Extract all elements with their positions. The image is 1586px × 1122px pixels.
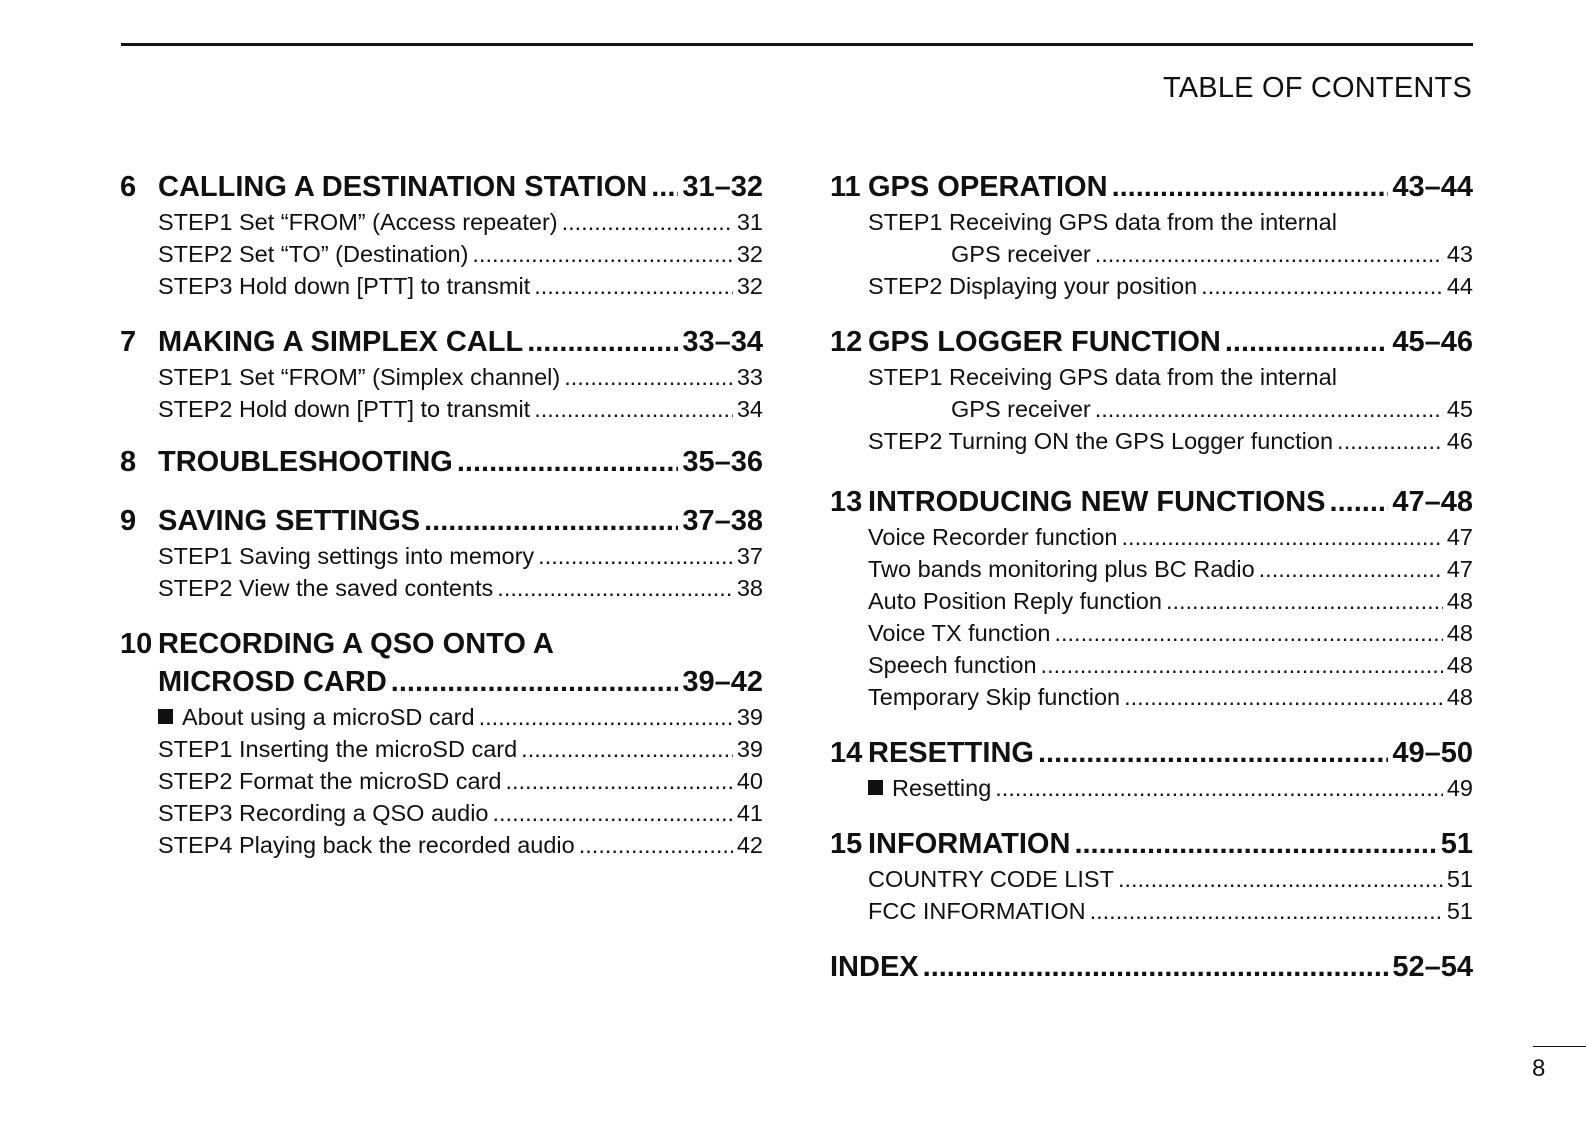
- toc-section-13: [830, 483, 1473, 713]
- toc-entry-continued[interactable]: [830, 238, 1473, 270]
- section-number: 14: [830, 737, 863, 769]
- dot-leader: [1259, 553, 1443, 585]
- entry-label: [158, 701, 475, 733]
- dot-leader: [521, 733, 733, 765]
- section-pages: 37–38: [682, 505, 763, 537]
- dot-leader: [527, 323, 678, 361]
- page-number: 8: [1532, 1055, 1546, 1082]
- section-number: 8: [120, 446, 137, 478]
- section-title: RESETTING: [868, 737, 1034, 769]
- toc-section-index: [830, 948, 1473, 986]
- entry-page: 48: [1446, 588, 1473, 614]
- dot-leader: [1041, 649, 1443, 681]
- dot-leader: [1074, 825, 1436, 863]
- toc-entry[interactable]: [120, 393, 763, 425]
- toc-entry[interactable]: [830, 425, 1473, 457]
- toc-section-10: [120, 625, 763, 861]
- toc-entry[interactable]: [120, 797, 763, 829]
- dot-leader: [1166, 585, 1443, 617]
- toc-entry[interactable]: [120, 270, 763, 302]
- toc-entry[interactable]: [120, 765, 763, 797]
- toc-right-column: [830, 168, 1473, 986]
- section-number: 13: [830, 486, 863, 518]
- toc-entry-continued[interactable]: [830, 393, 1473, 425]
- entry-page: 42: [736, 832, 763, 858]
- toc-entry[interactable]: [830, 553, 1473, 585]
- toc-entry[interactable]: [830, 270, 1473, 302]
- toc-heading[interactable]: [830, 734, 1473, 772]
- entry-label-text: Resetting: [892, 775, 992, 801]
- dot-leader: [1095, 238, 1443, 270]
- entry-label: STEP2 Turning ON the GPS Logger function: [868, 428, 1334, 454]
- toc-entry[interactable]: [120, 733, 763, 765]
- toc-entry[interactable]: [830, 361, 1473, 393]
- toc-heading[interactable]: [120, 323, 763, 361]
- toc-section-12: [830, 323, 1473, 457]
- toc-entry[interactable]: [120, 361, 763, 393]
- entry-page: 45: [1446, 396, 1473, 422]
- toc-heading[interactable]: [120, 168, 763, 206]
- entry-label: STEP1 Receiving GPS data from the internal: [868, 364, 1337, 390]
- entry-label: Speech function: [868, 652, 1037, 678]
- section-pages: 52–54: [1392, 951, 1473, 983]
- dot-leader: [1124, 681, 1443, 713]
- toc-heading[interactable]: [830, 483, 1473, 521]
- toc-section-6: [120, 168, 763, 302]
- entry-label: STEP2 Displaying your position: [868, 273, 1198, 299]
- section-title: TROUBLESHOOTING: [158, 446, 453, 478]
- entry-label: STEP1 Receiving GPS data from the internal: [868, 209, 1337, 235]
- dot-leader: [923, 948, 1389, 986]
- section-pages: 39–42: [682, 666, 763, 698]
- toc-heading[interactable]: [830, 948, 1473, 986]
- entry-label: GPS receiver: [951, 241, 1091, 267]
- section-pages: 45–46: [1392, 326, 1473, 358]
- entry-page: 40: [736, 768, 763, 794]
- toc-entry[interactable]: [830, 772, 1473, 804]
- dot-leader: [1122, 521, 1443, 553]
- toc-section-9: [120, 502, 763, 604]
- entry-label: STEP1 Set “FROM” (Access repeater): [158, 209, 558, 235]
- toc-entry[interactable]: [830, 617, 1473, 649]
- page-header-title: TABLE OF CONTENTS: [1162, 72, 1472, 104]
- section-pages: 49–50: [1392, 737, 1473, 769]
- section-pages: 33–34: [682, 326, 763, 358]
- section-title: INTRODUCING NEW FUNCTIONS: [868, 486, 1326, 518]
- entry-page: 44: [1446, 273, 1473, 299]
- entry-page: 49: [1446, 775, 1473, 801]
- section-title: GPS LOGGER FUNCTION: [868, 326, 1221, 358]
- section-pages: 31–32: [682, 171, 763, 203]
- entry-page: 47: [1446, 556, 1473, 582]
- toc-entry[interactable]: [830, 649, 1473, 681]
- toc-entry[interactable]: [830, 895, 1473, 927]
- section-title: CALLING A DESTINATION STATION: [158, 171, 648, 203]
- entry-label: Voice Recorder function: [868, 524, 1118, 550]
- toc-entry[interactable]: [830, 585, 1473, 617]
- toc-entry[interactable]: [120, 701, 763, 733]
- dot-leader: [472, 238, 732, 270]
- entry-label: STEP2 Set “TO” (Destination): [158, 241, 469, 267]
- dot-leader: [391, 663, 679, 701]
- dot-leader: [1201, 270, 1443, 302]
- section-pages: 43–44: [1392, 171, 1473, 203]
- dot-leader: [651, 168, 678, 206]
- entry-page: 32: [736, 241, 763, 267]
- dot-leader: [1054, 617, 1442, 649]
- dot-leader: [1112, 168, 1389, 206]
- entry-label: STEP2 View the saved contents: [158, 575, 494, 601]
- entry-label: STEP3 Recording a QSO audio: [158, 800, 489, 826]
- dot-leader: [562, 206, 733, 238]
- entry-label: [868, 772, 991, 804]
- entry-label: Voice TX function: [868, 620, 1051, 646]
- entry-page: 51: [1446, 866, 1473, 892]
- entry-page: 38: [736, 575, 763, 601]
- section-title: INDEX: [830, 951, 919, 983]
- entry-page: 32: [736, 273, 763, 299]
- section-title: MAKING A SIMPLEX CALL: [158, 326, 524, 358]
- entry-label: STEP3 Hold down [PTT] to transmit: [158, 273, 531, 299]
- entry-page: 39: [736, 736, 763, 762]
- section-number: 9: [120, 505, 137, 537]
- dot-leader: [1337, 425, 1443, 457]
- toc-entry[interactable]: [120, 206, 763, 238]
- section-title: SAVING SETTINGS: [158, 505, 421, 537]
- toc-section-14: [830, 734, 1473, 804]
- dot-leader: [505, 765, 732, 797]
- entry-page: 37: [736, 543, 763, 569]
- section-title: MICROSD CARD: [158, 666, 387, 698]
- entry-page: 51: [1446, 898, 1473, 924]
- entry-label: Temporary Skip function: [868, 684, 1121, 710]
- dot-leader: [457, 443, 679, 481]
- dot-leader: [497, 572, 733, 604]
- entry-label: GPS receiver: [951, 396, 1091, 422]
- dot-leader: [564, 361, 733, 393]
- dot-leader: [492, 797, 732, 829]
- entry-page: 39: [736, 704, 763, 730]
- entry-label: STEP4 Playing back the recorded audio: [158, 832, 575, 858]
- entry-label: STEP2 Format the microSD card: [158, 768, 502, 794]
- dot-leader: [1038, 734, 1388, 772]
- entry-label: Auto Position Reply function: [868, 588, 1162, 614]
- entry-label-text: About using a microSD card: [182, 704, 475, 730]
- entry-label: Two bands monitoring plus BC Radio: [868, 556, 1255, 582]
- dot-leader: [995, 772, 1443, 804]
- section-title: GPS OPERATION: [868, 171, 1108, 203]
- section-title: INFORMATION: [868, 828, 1071, 860]
- dot-leader: [479, 701, 733, 733]
- section-number: 12: [830, 326, 863, 358]
- section-title: RECORDING A QSO ONTO A: [158, 628, 554, 660]
- dot-leader: [1330, 483, 1389, 521]
- entry-page: 34: [736, 396, 763, 422]
- toc-heading[interactable]: [830, 323, 1473, 361]
- dot-leader: [538, 540, 733, 572]
- dot-leader: [424, 502, 678, 540]
- toc-heading[interactable]: [120, 502, 763, 540]
- entry-page: 43: [1446, 241, 1473, 267]
- dot-leader: [1090, 895, 1443, 927]
- section-pages: 47–48: [1392, 486, 1473, 518]
- entry-page: 48: [1446, 652, 1473, 678]
- entry-page: 48: [1446, 684, 1473, 710]
- toc-section-8: [120, 443, 763, 481]
- dot-leader: [1225, 323, 1389, 361]
- toc-entry[interactable]: [120, 572, 763, 604]
- entry-page: 41: [736, 800, 763, 826]
- toc-heading[interactable]: [830, 825, 1473, 863]
- entry-page: 46: [1446, 428, 1473, 454]
- entry-label: STEP1 Inserting the microSD card: [158, 736, 518, 762]
- entry-label: FCC INFORMATION: [868, 898, 1086, 924]
- toc-section-7: [120, 323, 763, 425]
- entry-page: 33: [736, 364, 763, 390]
- section-number: 11: [830, 171, 861, 203]
- toc-section-11: [830, 168, 1473, 302]
- toc-entry[interactable]: [830, 681, 1473, 713]
- section-pages: 35–36: [682, 446, 763, 478]
- section-number: 15: [830, 828, 863, 860]
- entry-label: STEP2 Hold down [PTT] to transmit: [158, 396, 531, 422]
- toc-heading[interactable]: [120, 625, 763, 663]
- section-pages: 51: [1440, 828, 1473, 860]
- entry-label: COUNTRY CODE LIST: [868, 866, 1114, 892]
- dot-leader: [1095, 393, 1443, 425]
- dot-leader: [1118, 863, 1443, 895]
- dot-leader: [534, 270, 733, 302]
- toc-entry[interactable]: [120, 829, 763, 861]
- dot-leader: [579, 829, 733, 861]
- dot-leader: [534, 393, 733, 425]
- toc-heading[interactable]: [120, 443, 763, 481]
- toc-entry[interactable]: [120, 540, 763, 572]
- square-bullet-icon: [158, 709, 173, 724]
- square-bullet-icon: [868, 780, 883, 795]
- entry-label: STEP1 Saving settings into memory: [158, 543, 535, 569]
- toc-heading-continued[interactable]: [120, 663, 763, 701]
- toc-section-15: [830, 825, 1473, 927]
- entry-page: 31: [736, 209, 763, 235]
- toc-entry[interactable]: [830, 863, 1473, 895]
- toc-entry[interactable]: [830, 521, 1473, 553]
- section-number: 6: [120, 171, 137, 203]
- entry-label: STEP1 Set “FROM” (Simplex channel): [158, 364, 561, 390]
- toc-left-column: [120, 168, 763, 861]
- toc-entry[interactable]: [830, 206, 1473, 238]
- toc-heading[interactable]: [830, 168, 1473, 206]
- entry-page: 47: [1446, 524, 1473, 550]
- section-number: 10: [120, 628, 153, 660]
- toc-entry[interactable]: [120, 238, 763, 270]
- page-number-rule: [1533, 1046, 1586, 1047]
- top-rule: [121, 43, 1473, 46]
- section-number: 7: [120, 326, 137, 358]
- entry-page: 48: [1446, 620, 1473, 646]
